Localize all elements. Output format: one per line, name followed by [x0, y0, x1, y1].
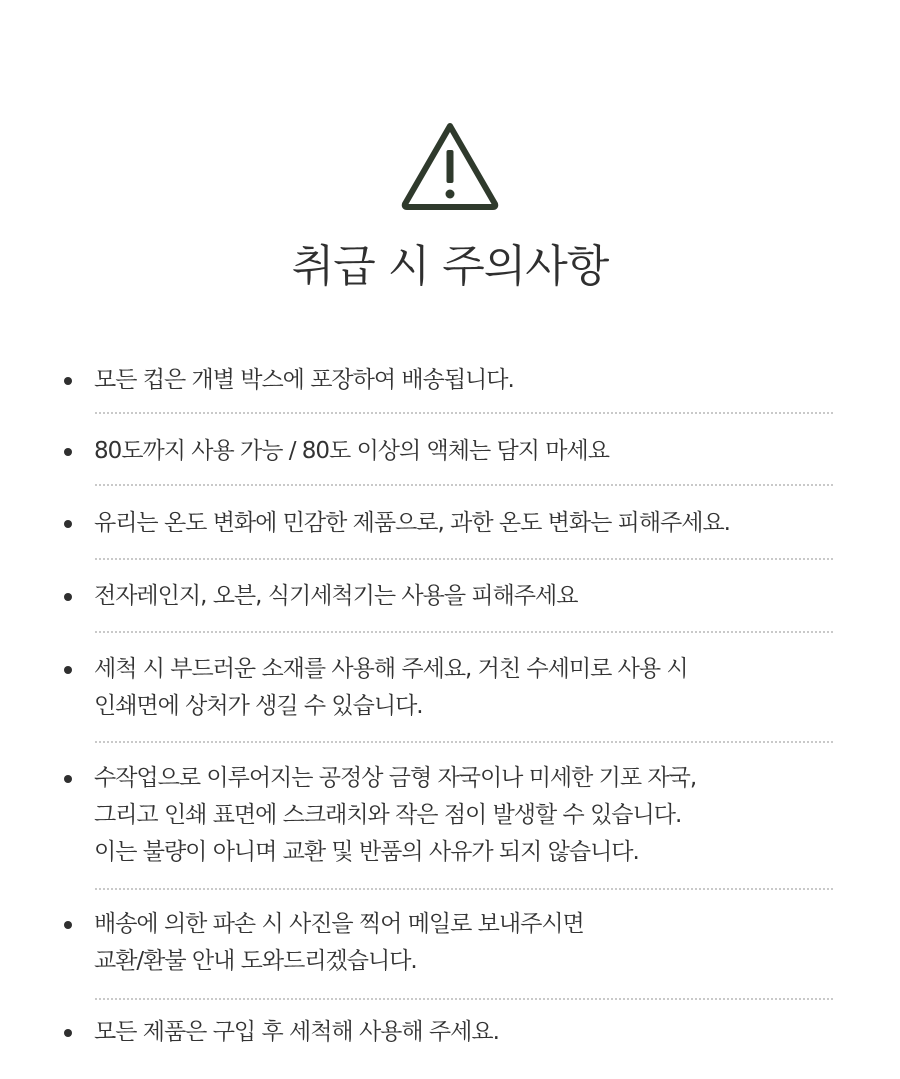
list-item-line: 80도까지 사용 가능 / 80도 이상의 액체는 담지 마세요 [94, 438, 609, 464]
dotted-divider [95, 888, 833, 890]
list-item-line: 전자레인지, 오븐, 식기세척기는 사용을 피해주세요 [94, 583, 578, 609]
bullet-icon [64, 593, 72, 601]
list-item-line: 이는 불량이 아니며 교환 및 반품의 사유가 되지 않습니다. [94, 839, 639, 865]
dotted-divider [95, 484, 833, 486]
bullet-icon [64, 520, 72, 528]
list-item-line: 교환/환불 안내 도와드리겠습니다. [94, 948, 417, 974]
list-item-line: 그리고 인쇄 표면에 스크래치와 작은 점이 발생할 수 있습니다. [94, 802, 682, 828]
list-item-line: 모든 컵은 개별 박스에 포장하여 배송됩니다. [94, 367, 514, 393]
bullet-icon [64, 666, 72, 674]
dotted-divider [95, 558, 833, 560]
bullet-icon [64, 1029, 72, 1037]
bullet-icon [64, 448, 72, 456]
list-item-line: 유리는 온도 변화에 민감한 제품으로, 과한 온도 변화는 피해주세요. [94, 510, 730, 536]
dotted-divider [95, 998, 833, 1000]
list-item-text [94, 433, 844, 470]
list-item-line: 세척 시 부드러운 소재를 사용해 주세요, 거친 수세미로 사용 시 [94, 656, 688, 682]
list-item-line: 배송에 의한 파손 시 사진을 찍어 메일로 보내주시면 [94, 911, 584, 937]
warning-triangle-icon [400, 120, 500, 212]
bullet-icon [64, 377, 72, 385]
list-item-line: 수작업으로 이루어지는 공정상 금형 자국이나 미세한 기포 자국, [94, 765, 697, 791]
list-item-text [94, 760, 844, 871]
list-item-line: 모든 제품은 구입 후 세척해 사용해 주세요. [94, 1019, 499, 1045]
bullet-icon [64, 775, 72, 783]
page-title: 취급 시 주의사항 [291, 241, 609, 292]
list-item-text [94, 362, 844, 399]
list-item-text [94, 578, 844, 615]
list-item-text [94, 651, 844, 725]
list-item-text [94, 505, 844, 542]
list-item-text [94, 906, 844, 980]
dotted-divider [95, 412, 833, 414]
dotted-divider [95, 741, 833, 743]
list-item-line: 인쇄면에 상처가 생길 수 있습니다. [94, 693, 423, 719]
dotted-divider [95, 631, 833, 633]
bullet-icon [64, 921, 72, 929]
list-item-text [94, 1014, 844, 1051]
